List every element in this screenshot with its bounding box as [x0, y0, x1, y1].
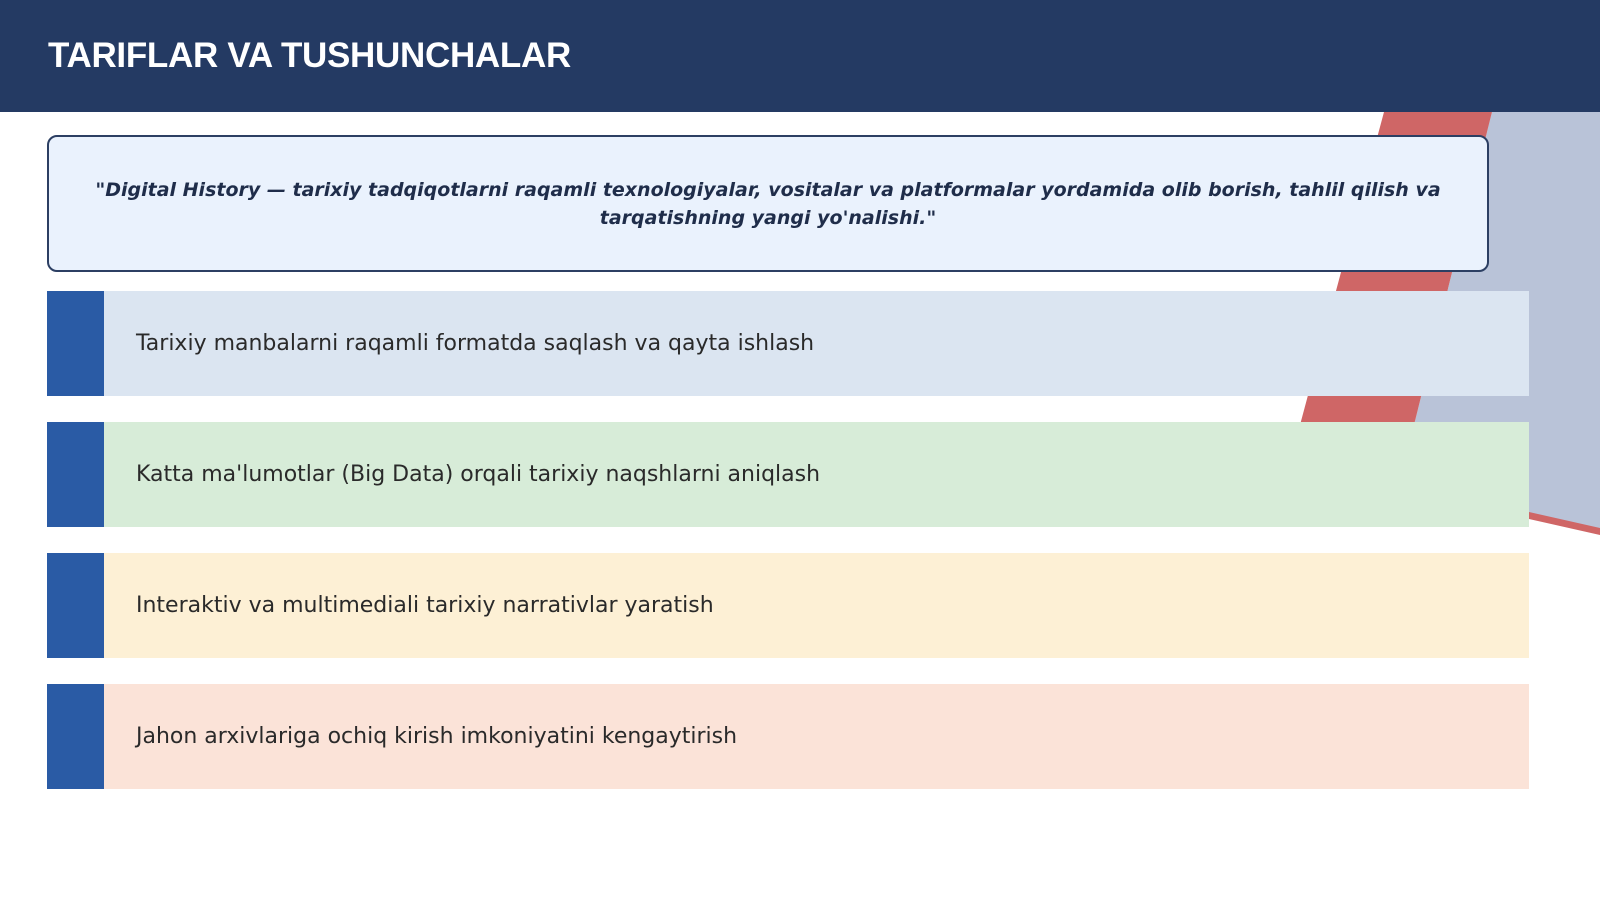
item-text: Tarixiy manbalarni raqamli formatda saqlash va qayta ishlash — [136, 331, 815, 356]
definition-quote: "Digital History — tarixiy tadqiqotlarni raqamli texnologiyalar, vositalar va platformalar yordamida olib borish, tahlil qilish va tarqatishning yangi yo'nalishi." — [95, 178, 1441, 229]
item-accent-bar — [47, 553, 104, 658]
item-accent-bar — [47, 684, 104, 789]
slide-title: TARIFLAR VA TUSHUNCHALAR — [48, 36, 571, 75]
item-text: Interaktiv va multimediali tarixiy narrativlar yaratish — [136, 593, 714, 618]
item-body — [104, 553, 1529, 658]
title-bar — [0, 0, 1600, 112]
item-accent-bar — [47, 291, 104, 396]
item-text: Katta ma'lumotlar (Big Data) orqali tarixiy naqshlarni aniqlash — [136, 462, 821, 487]
item-body — [104, 684, 1529, 789]
list-item — [47, 291, 1529, 396]
item-body — [104, 291, 1529, 396]
list-item — [47, 553, 1529, 658]
item-text: Jahon arxivlariga ochiq kirish imkoniyatini kengaytirish — [136, 724, 738, 749]
list-item — [47, 422, 1529, 527]
item-accent-bar — [47, 422, 104, 527]
list-item — [47, 684, 1529, 789]
definition-quote-box — [47, 135, 1489, 272]
item-body — [104, 422, 1529, 527]
